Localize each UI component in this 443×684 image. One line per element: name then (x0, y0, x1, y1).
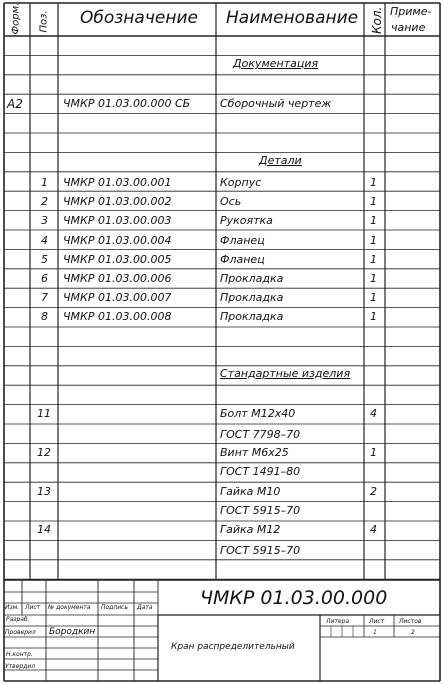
detail-designation: ЧМКР 01.03.00.002 (63, 195, 172, 208)
detail-qty: 1 (370, 176, 377, 189)
detail-name: Ось (220, 195, 242, 208)
header-name: Наименование (226, 8, 359, 28)
detail-designation: ЧМКР 01.03.00.007 (63, 291, 172, 304)
label-sheets: Листов (399, 618, 422, 625)
detail-name: Прокладка (220, 291, 284, 304)
header-position: Поз. (38, 10, 50, 33)
col-izm: Изм. (5, 604, 20, 611)
detail-name: Прокладка (220, 310, 284, 323)
detail-pos: 4 (41, 234, 48, 247)
section-standard: Стандартные изделия (220, 367, 351, 380)
standard-gost: ГОСТ 5915–70 (220, 504, 301, 517)
col-list: Лист (25, 604, 41, 611)
detail-designation: ЧМКР 01.03.00.004 (63, 234, 172, 247)
sheet-number: 1 (373, 629, 377, 636)
doc-designation: ЧМКР 01.03.00.000 СБ (63, 97, 191, 110)
header-designation: Обозначение (80, 8, 198, 28)
proveril-name: Бородкин (49, 627, 96, 637)
detail-qty: 1 (370, 291, 377, 304)
standard-pos: 13 (37, 485, 51, 498)
standard-pos: 11 (37, 407, 51, 420)
detail-pos: 1 (41, 176, 48, 189)
doc-name: Сборочный чертеж (220, 97, 332, 110)
detail-name: Фланец (220, 253, 265, 266)
section-details: Детали (259, 154, 302, 167)
standard-pos: 12 (37, 446, 51, 459)
detail-name: Рукоятка (220, 214, 273, 227)
detail-qty: 1 (370, 234, 377, 247)
detail-designation: ЧМКР 01.03.00.008 (63, 310, 172, 323)
col-sign: Подпись (101, 604, 128, 611)
title-name: Кран распределительный (171, 642, 295, 652)
standard-name: Гайка М10 (220, 485, 281, 498)
standard-qty: 1 (370, 446, 377, 459)
standard-qty: 4 (370, 407, 377, 420)
header-note-line1: Приме- (390, 5, 432, 18)
detail-pos: 3 (41, 214, 48, 227)
detail-qty: 1 (370, 253, 377, 266)
detail-designation: ЧМКР 01.03.00.005 (63, 253, 172, 266)
doc-format: A2 (7, 97, 23, 111)
detail-qty: 1 (370, 310, 377, 323)
col-doc: № документа (48, 604, 91, 611)
detail-name: Прокладка (220, 272, 284, 285)
detail-pos: 8 (41, 310, 48, 323)
col-date: Дата (137, 604, 153, 611)
detail-qty: 1 (370, 214, 377, 227)
header-format: Форм. (10, 2, 22, 35)
header-note-line2: чание (391, 21, 426, 34)
standard-gost: ГОСТ 5915–70 (220, 544, 301, 557)
standard-name: Винт М6х25 (220, 446, 289, 459)
standard-qty: 4 (370, 523, 377, 536)
standard-name: Болт М12х40 (220, 407, 296, 420)
standard-qty: 2 (370, 485, 377, 498)
standard-gost: ГОСТ 1491–80 (220, 465, 301, 478)
detail-pos: 6 (41, 272, 48, 285)
detail-name: Фланец (220, 234, 265, 247)
detail-designation: ЧМКР 01.03.00.006 (63, 272, 172, 285)
standard-pos: 14 (37, 523, 51, 536)
standard-gost: ГОСТ 7798–70 (220, 428, 301, 441)
label-utverdil: Утвердил (5, 663, 36, 670)
label-razrab: Разраб. (6, 616, 30, 623)
standard-name: Гайка М12 (220, 523, 281, 536)
section-documentation: Документация (233, 57, 319, 70)
detail-name: Корпус (220, 176, 262, 189)
label-proveril: Проверил (5, 629, 36, 636)
detail-pos: 2 (41, 195, 48, 208)
detail-qty: 1 (370, 195, 377, 208)
label-sheet: Лист (369, 618, 385, 625)
detail-pos: 7 (41, 291, 48, 304)
detail-designation: ЧМКР 01.03.00.001 (63, 176, 172, 189)
detail-designation: ЧМКР 01.03.00.003 (63, 214, 172, 227)
detail-pos: 5 (41, 253, 48, 266)
sheets-count: 2 (411, 629, 415, 636)
title-designation: ЧМКР 01.03.00.000 (200, 587, 388, 609)
header-quantity: Кол. (370, 6, 384, 34)
label-litera: Литера (326, 618, 350, 625)
detail-qty: 1 (370, 272, 377, 285)
label-nkontr: Н.контр. (6, 651, 33, 658)
